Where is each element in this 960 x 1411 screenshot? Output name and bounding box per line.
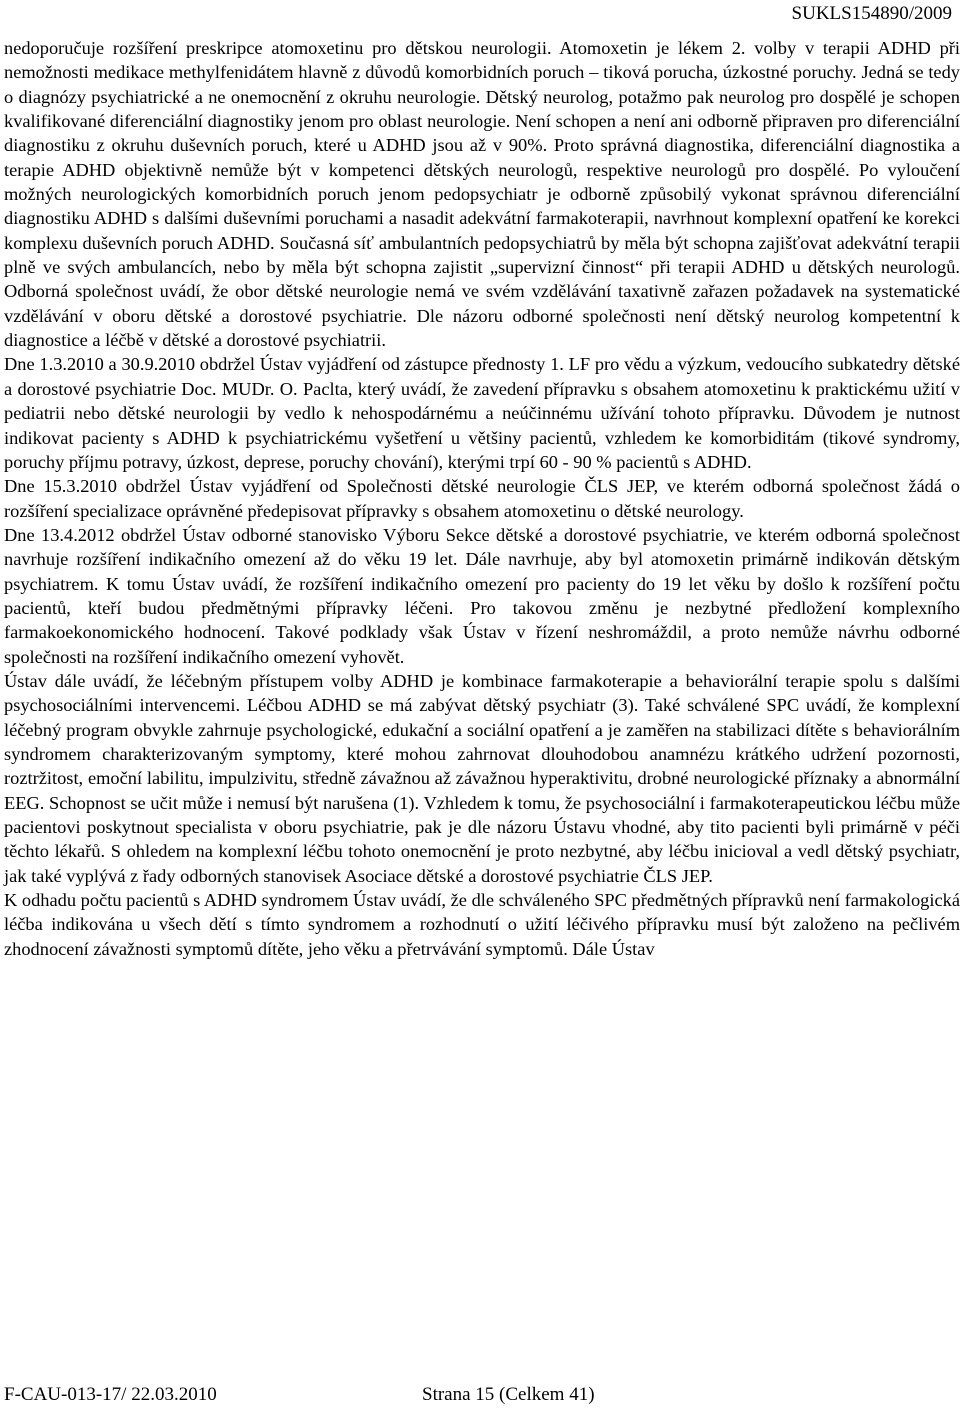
document-id: SUKLS154890/2009 [791, 3, 952, 24]
paragraph-3: Dne 15.3.2010 obdržel Ústav vyjádření od Společnosti dětské neurologie ČLS JEP, ve kterém odborná společnost žádá o rozšíření specializace oprávněné předepisovat přípravky s obsahem atomoxetinu o dětské neurology. [4, 476, 960, 521]
paragraph-1: nedoporučuje rozšíření preskripce atomoxetinu pro dětskou neurologii. Atomoxetin je lékem 2. volby v terapii ADHD při nemožnosti medikace methylfenidátem hlavně z důvodů komorbidních poruch – tiková porucha, úzkostné poruchy. Jedná se tedy o diagnózy psychiatrické a ne onemocnění z okruhu neurologie. Dětský neurolog, potažmo pak neurolog pro dospělé je schopen kvalifikované diferenciální diagnostiky jenom pro oblast neurologie. Není schopen a není ani odborně připraven pro diferenciální diagnostiku z okruhu duševních poruch, které u ADHD jsou až v 90%. Proto správná diagnostika, diferenciální diagnostika a terapie ADHD objektivně nemůže být v kompetenci dětských neurologů, respektive neurologů pro dospělé. Po vyloučení možných neurologických komorbidních poruch jenom pedopsychiatr je odborně způsobilý vykonat správnou diferenciální diagnostiku ADHD s dalšími duševními poruchami a nasadit adekvátní farmakoterapii, navrhnout komplexní opatření ke korekci komplexu duševních poruch ADHD. Současná síť ambulantních pedopsychiatrů by měla být schopna zajišťovat adekvátní terapii plně ve svých ambulancích, nebo by měla být schopna zajistit „supervizní činnost“ při terapii ADHD u dětských neurologů. Odborná společnost uvádí, že obor dětské neurologie nemá ve svém vzdělávání taxativně zařazen požadavek na systematické vzdělávání v oboru dětské a dorostové psychiatrie. Dle názoru odborné společnosti není dětský neurolog kompetentní k diagnostice a léčbě v dětské a dorostové psychiatrii. [4, 38, 960, 351]
document-body [4, 36, 960, 961]
form-code: F-CAU-013-17/ 22.03.2010 [4, 1384, 217, 1405]
page-number: Strana 15 (Celkem 41) [422, 1384, 595, 1405]
paragraph-6: K odhadu počtu pacientů s ADHD syndromem Ústav uvádí, že dle schváleného SPC předmětných přípravků není farmakologická léčba indikována u všech dětí s tímto syndromem a rozhodnutí o užití léčivého přípravku musí být založeno na pečlivém zhodnocení závažnosti symptomů dítěte, jeho věku a přetrvávání symptomů. Dále Ústav [4, 890, 960, 959]
paragraph-2: Dne 1.3.2010 a 30.9.2010 obdržel Ústav vyjádření od zástupce přednosty 1. LF pro vědu a výzkum, vedoucího subkatedry dětské a dorostové psychiatrie Doc. MUDr. O. Paclta, který uvádí, že zavedení přípravku s obsahem atomoxetinu k praktickému užití v pediatrii nebo dětské neurologii by vedlo k nehospodárnému a neúčinnému užívání tohoto přípravku. Důvodem je nutnost indikovat pacienty s ADHD k psychiatrickému vyšetření u většiny pacientů, vzhledem ke komorbiditám (tikové syndromy, poruchy příjmu potravy, úzkost, deprese, poruchy chování), kterými trpí 60 - 90 % pacientů s ADHD. [4, 354, 960, 472]
paragraph-5: Ústav dále uvádí, že léčebným přístupem volby ADHD je kombinace farmakoterapie a behaviorální terapie spolu s dalšími psychosociálními intervencemi. Léčbou ADHD se má zabývat dětský psychiatr (3). Také schválené SPC uvádí, že komplexní léčebný program obvykle zahrnuje psychologické, edukační a sociální opatření a je zaměřen na stabilizaci dítěte s behaviorálním syndromem charakterizovaným symptomy, které mohou zahrnovat dlouhodobou anamnézu krátkého udržení pozornosti, roztržitost, emoční labilitu, impulzivitu, středně závažnou až závažnou hyperaktivitu, drobné neurologické příznaky a abnormální EEG. Schopnost se učit může i nemusí být narušena (1). Vzhledem k tomu, že psychosociální i farmakoterapeutickou léčbu může pacientovi poskytnout specialista v oboru psychiatrie, pak je dle názoru Ústavu vhodné, aby tito pacienti byli primárně v péči těchto lékařů. S ohledem na komplexní léčbu tohoto onemocnění je proto nezbytné, aby léčbu inicioval a vedl dětský psychiatr, jak také vyplývá z řady odborných stanovisek Asociace dětské a dorostové psychiatrie ČLS JEP. [4, 670, 960, 886]
paragraph-4: Dne 13.4.2012 obdržel Ústav odborné stanovisko Výboru Sekce dětské a dorostové psychiatrie, ve kterém odborná společnost navrhuje rozšíření indikačního omezení až do věku 19 let. Dále navrhuje, aby byl atomoxetin primárně indikován dětským psychiatrem. K tomu Ústav uvádí, že rozšíření indikačního omezení pro pacienty do 19 let věku by došlo k rozšíření počtu pacientů, kteří budou předmětnými přípravky léčeni. Pro takovou změnu je nezbytné předložení komplexního farmakoekonomického hodnocení. Takové podklady však Ústav v řízení neshromáždil, a proto nemůže návrhu odborné společnosti na rozšíření indikačního omezení vyhovět. [4, 524, 960, 667]
